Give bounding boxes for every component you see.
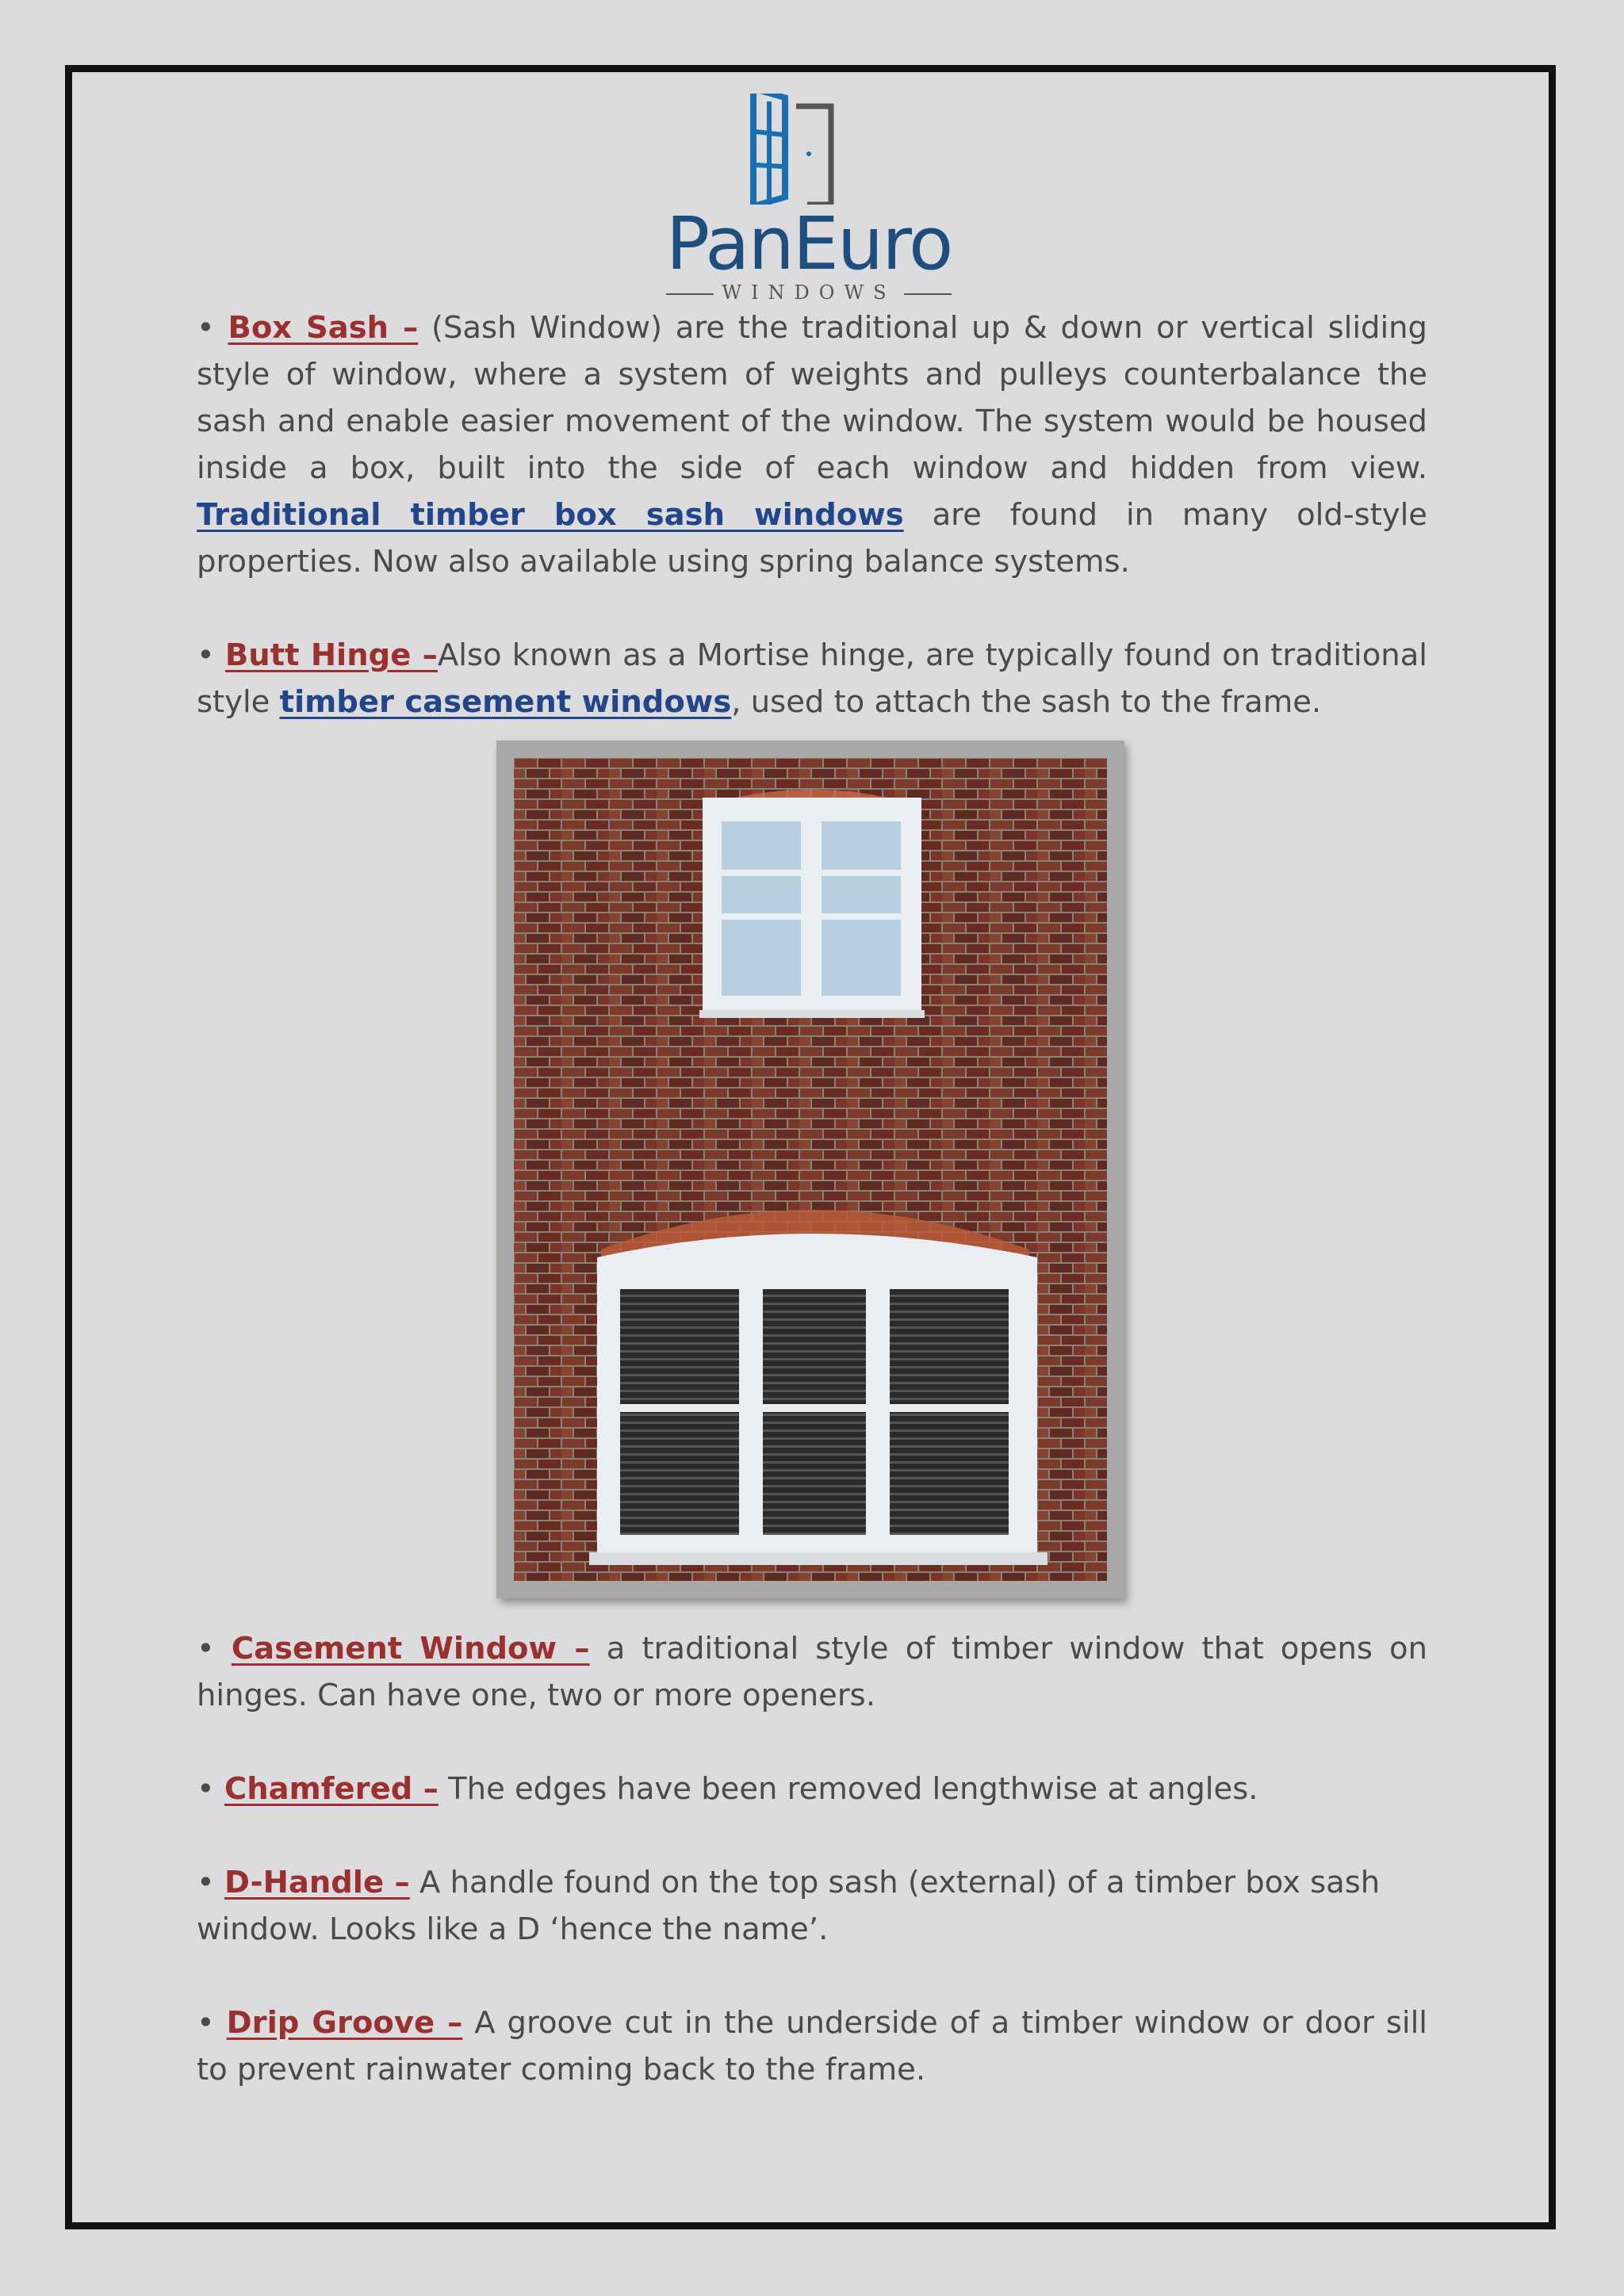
window-photo-frame [496, 740, 1124, 1598]
entry-butt-hinge [197, 632, 1427, 725]
logo[interactable] [626, 94, 991, 308]
entry-d-handle [197, 1859, 1427, 1953]
entry-chamfered [197, 1766, 1427, 1812]
entry-text: (Sash Window) are the traditional up & down or vertical sliding style of window, where a system of weights and pulleys counterbalance the sash and enable easier movement of the window. The system would be housed inside a box, built into the side of each window and hidden from view. [197, 310, 1428, 486]
entry-text: a traditional style of timber window that opens on hinges. Can have one, two or more openers. [197, 1631, 1427, 1713]
glossary-bottom [197, 1625, 1427, 2093]
entry-text: A handle found on the top sash (external) of a timber box sash window. Looks like a D ‘hence the name’. [197, 1865, 1381, 1947]
entry-text: are found in many old-style properties. Now also available using spring balance systems. [197, 497, 1427, 580]
bullet: • [197, 310, 215, 346]
term-drip-groove: Drip Groove – [226, 2005, 463, 2041]
term-box-sash: Box Sash – [228, 310, 419, 346]
link-timber-casement-windows[interactable]: timber casement windows [279, 684, 732, 720]
entry-casement-window [197, 1625, 1427, 1719]
brick-wall-windows-photo [514, 758, 1107, 1581]
entry-text: The edges have been removed lengthwise at angles. [438, 1771, 1258, 1807]
entry-text: A groove cut in the underside of a timber window or door sill to prevent rainwater coming back to the frame. [197, 2005, 1427, 2087]
entry-text: , used to attach the sash to the frame. [731, 684, 1322, 720]
entry-text: Also known as a Mortise hinge, are typically found on traditional style [197, 637, 1427, 720]
entry-drip-groove [197, 1999, 1427, 2093]
bullet: • [197, 1771, 215, 1807]
logo-brand: PanEuro [665, 201, 952, 286]
bullet: • [197, 2005, 215, 2041]
logo-tagline: WINDOWS [626, 281, 991, 304]
bullet: • [197, 1631, 215, 1667]
glossary-top [197, 304, 1427, 725]
term-casement-window: Casement Window – [231, 1631, 590, 1667]
bullet: • [197, 1865, 215, 1900]
term-d-handle: D-Handle – [224, 1865, 410, 1900]
link-timber-box-sash-windows[interactable]: Traditional timber box sash windows [197, 497, 904, 533]
entry-box-sash [197, 304, 1427, 585]
term-butt-hinge: Butt Hinge – [224, 637, 438, 673]
bullet: • [197, 637, 215, 673]
term-chamfered: Chamfered – [224, 1771, 439, 1807]
window-door-logo-icon [626, 94, 991, 205]
